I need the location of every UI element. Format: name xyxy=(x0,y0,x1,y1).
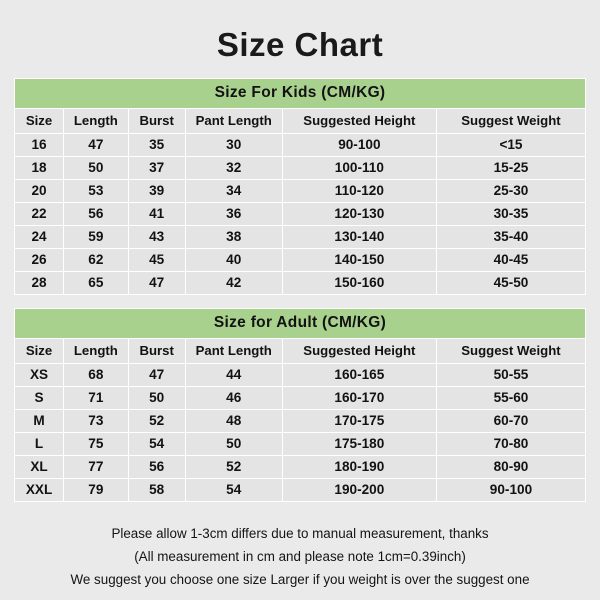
cell-length: 56 xyxy=(64,203,129,226)
kids-section-title: Size For Kids (CM/KG) xyxy=(15,79,586,109)
cell-size: M xyxy=(15,410,64,433)
kids-col-burst: Burst xyxy=(128,109,185,134)
cell-weight: 15-25 xyxy=(436,157,585,180)
table-row xyxy=(15,226,586,249)
kids-col-suggest-weight: Suggest Weight xyxy=(436,109,585,134)
kids-section-header-row xyxy=(15,79,586,109)
cell-height: 180-190 xyxy=(282,456,436,479)
kids-size-table xyxy=(14,78,586,295)
cell-size: XXL xyxy=(15,479,64,502)
cell-burst: 47 xyxy=(128,364,185,387)
kids-col-pant-length: Pant Length xyxy=(185,109,282,134)
cell-weight: 60-70 xyxy=(436,410,585,433)
cell-weight: 40-45 xyxy=(436,249,585,272)
cell-length: 62 xyxy=(64,249,129,272)
table-row xyxy=(15,180,586,203)
cell-weight: 30-35 xyxy=(436,203,585,226)
adult-col-burst: Burst xyxy=(128,339,185,364)
table-row xyxy=(15,364,586,387)
cell-length: 71 xyxy=(64,387,129,410)
cell-size: 20 xyxy=(15,180,64,203)
table-row xyxy=(15,272,586,295)
cell-weight: 35-40 xyxy=(436,226,585,249)
cell-pant-length: 44 xyxy=(185,364,282,387)
cell-weight: 80-90 xyxy=(436,456,585,479)
table-row xyxy=(15,410,586,433)
cell-weight: 45-50 xyxy=(436,272,585,295)
cell-burst: 54 xyxy=(128,433,185,456)
cell-height: 175-180 xyxy=(282,433,436,456)
adult-section-header-row xyxy=(15,309,586,339)
cell-weight: <15 xyxy=(436,134,585,157)
note-line-2: (All measurement in cm and please note 1cm=0.39inch) xyxy=(134,549,466,564)
table-row xyxy=(15,157,586,180)
cell-size: 24 xyxy=(15,226,64,249)
cell-size: S xyxy=(15,387,64,410)
cell-height: 90-100 xyxy=(282,134,436,157)
cell-pant-length: 52 xyxy=(185,456,282,479)
cell-pant-length: 30 xyxy=(185,134,282,157)
cell-height: 150-160 xyxy=(282,272,436,295)
cell-size: 26 xyxy=(15,249,64,272)
cell-burst: 37 xyxy=(128,157,185,180)
cell-burst: 47 xyxy=(128,272,185,295)
cell-burst: 41 xyxy=(128,203,185,226)
cell-height: 160-165 xyxy=(282,364,436,387)
adult-column-header-row xyxy=(15,339,586,364)
cell-burst: 43 xyxy=(128,226,185,249)
cell-burst: 52 xyxy=(128,410,185,433)
kids-col-length: Length xyxy=(64,109,129,134)
section-spacer xyxy=(14,295,586,308)
adult-section-title: Size for Adult (CM/KG) xyxy=(15,309,586,339)
cell-length: 53 xyxy=(64,180,129,203)
adult-col-pant-length: Pant Length xyxy=(185,339,282,364)
cell-height: 120-130 xyxy=(282,203,436,226)
note-line-3: We suggest you choose one size Larger if you weight is over the suggest one xyxy=(70,572,530,587)
kids-column-header-row xyxy=(15,109,586,134)
cell-height: 110-120 xyxy=(282,180,436,203)
cell-pant-length: 46 xyxy=(185,387,282,410)
kids-col-size: Size xyxy=(15,109,64,134)
cell-weight: 55-60 xyxy=(436,387,585,410)
cell-height: 130-140 xyxy=(282,226,436,249)
cell-pant-length: 50 xyxy=(185,433,282,456)
cell-length: 75 xyxy=(64,433,129,456)
cell-size: 22 xyxy=(15,203,64,226)
kids-table-body xyxy=(15,79,586,295)
cell-weight: 50-55 xyxy=(436,364,585,387)
cell-pant-length: 48 xyxy=(185,410,282,433)
table-row xyxy=(15,433,586,456)
adult-col-size: Size xyxy=(15,339,64,364)
cell-burst: 56 xyxy=(128,456,185,479)
cell-weight: 25-30 xyxy=(436,180,585,203)
adult-col-length: Length xyxy=(64,339,129,364)
adult-size-table xyxy=(14,308,586,502)
cell-pant-length: 40 xyxy=(185,249,282,272)
cell-burst: 58 xyxy=(128,479,185,502)
cell-pant-length: 42 xyxy=(185,272,282,295)
cell-length: 47 xyxy=(64,134,129,157)
measurement-notes xyxy=(14,502,586,591)
cell-pant-length: 38 xyxy=(185,226,282,249)
cell-pant-length: 32 xyxy=(185,157,282,180)
cell-height: 170-175 xyxy=(282,410,436,433)
cell-pant-length: 54 xyxy=(185,479,282,502)
table-row xyxy=(15,479,586,502)
cell-burst: 35 xyxy=(128,134,185,157)
table-row xyxy=(15,456,586,479)
cell-height: 100-110 xyxy=(282,157,436,180)
cell-burst: 45 xyxy=(128,249,185,272)
cell-weight: 90-100 xyxy=(436,479,585,502)
table-row xyxy=(15,203,586,226)
cell-size: 18 xyxy=(15,157,64,180)
adult-table-body xyxy=(15,309,586,502)
adult-col-suggest-weight: Suggest Weight xyxy=(436,339,585,364)
adult-col-suggested-height: Suggested Height xyxy=(282,339,436,364)
kids-col-suggested-height: Suggested Height xyxy=(282,109,436,134)
cell-pant-length: 34 xyxy=(185,180,282,203)
cell-burst: 50 xyxy=(128,387,185,410)
table-row xyxy=(15,134,586,157)
cell-size: 28 xyxy=(15,272,64,295)
cell-weight: 70-80 xyxy=(436,433,585,456)
note-line-1: Please allow 1-3cm differs due to manual measurement, thanks xyxy=(111,526,489,541)
cell-length: 65 xyxy=(64,272,129,295)
cell-length: 68 xyxy=(64,364,129,387)
cell-pant-length: 36 xyxy=(185,203,282,226)
cell-size: 16 xyxy=(15,134,64,157)
cell-height: 160-170 xyxy=(282,387,436,410)
cell-length: 50 xyxy=(64,157,129,180)
page-title: Size Chart xyxy=(216,26,384,63)
cell-length: 77 xyxy=(64,456,129,479)
cell-length: 79 xyxy=(64,479,129,502)
cell-size: XL xyxy=(15,456,64,479)
table-row xyxy=(15,249,586,272)
cell-burst: 39 xyxy=(128,180,185,203)
cell-size: L xyxy=(15,433,64,456)
cell-length: 59 xyxy=(64,226,129,249)
cell-height: 140-150 xyxy=(282,249,436,272)
cell-size: XS xyxy=(15,364,64,387)
cell-height: 190-200 xyxy=(282,479,436,502)
table-row xyxy=(15,387,586,410)
cell-length: 73 xyxy=(64,410,129,433)
